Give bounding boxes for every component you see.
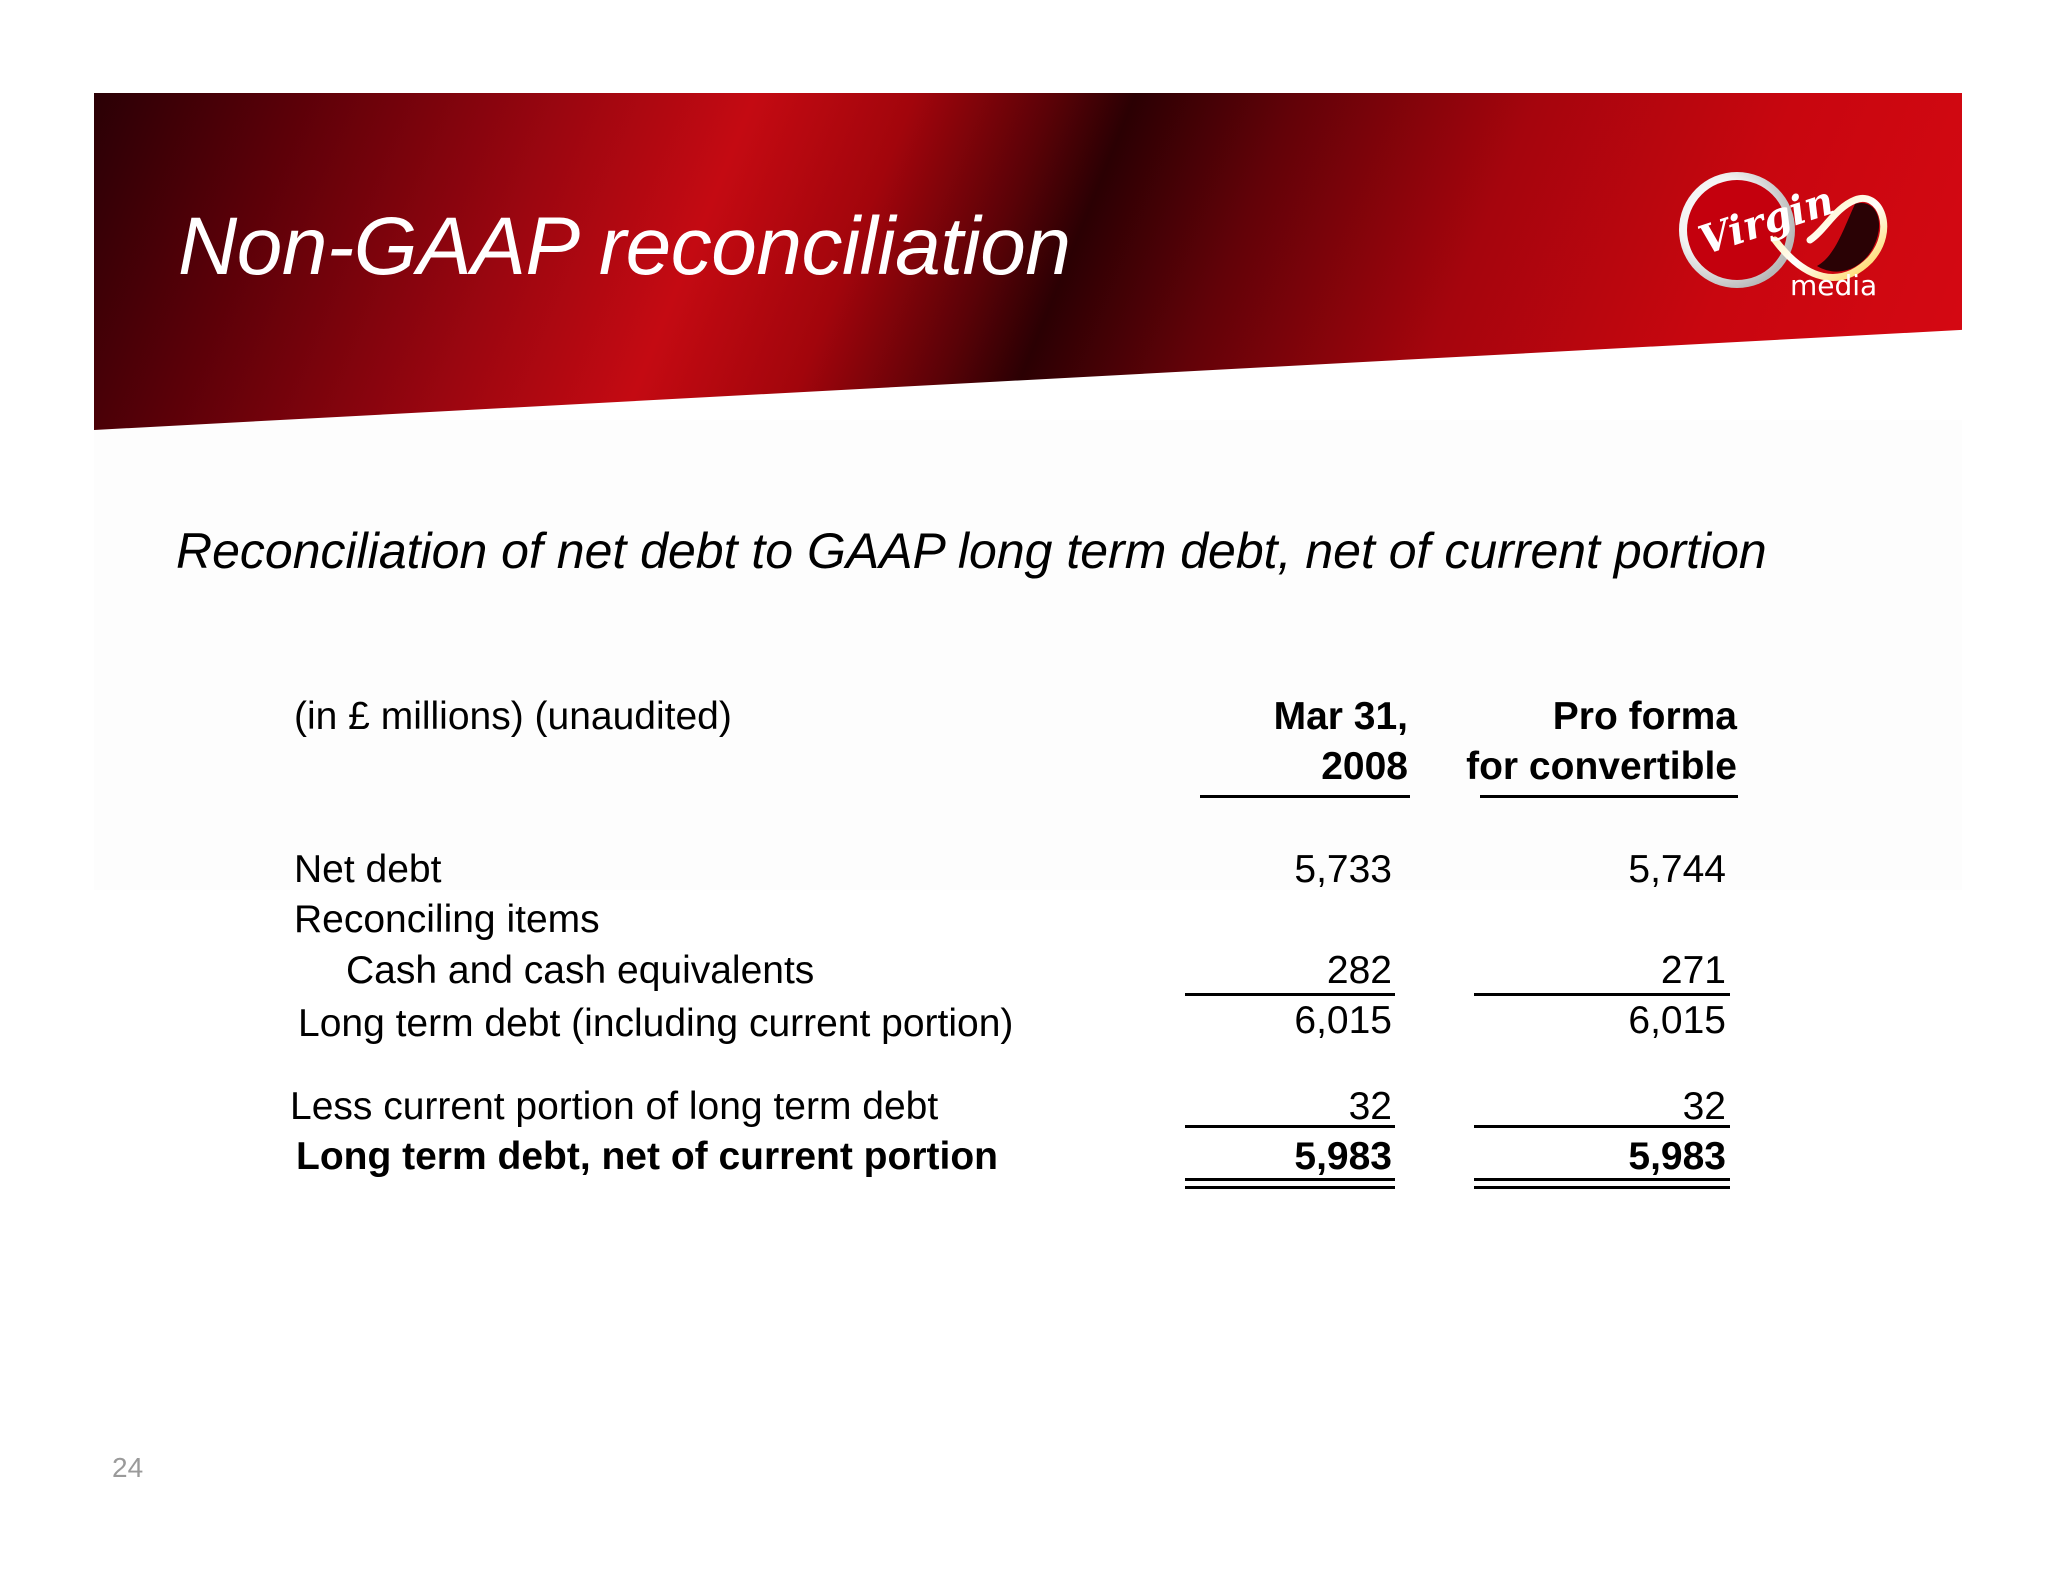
row-label-current-portion: Less current portion of long term debt — [290, 1085, 939, 1128]
cash-rule-2 — [1474, 993, 1730, 996]
row-value-cash-2: 271 — [1660, 949, 1726, 992]
row-label-cash: Cash and cash equivalents — [346, 949, 815, 992]
row-value-long-term-debt-2: 6,015 — [1628, 999, 1726, 1042]
svg-text:media: media — [1790, 269, 1878, 302]
slide-title: Non-GAAP reconciliation — [178, 201, 1071, 292]
row-value-net-debt-1: 5,733 — [1294, 848, 1392, 891]
column-header-2-line1: Pro forma — [1552, 695, 1737, 738]
page-number: 24 — [112, 1452, 144, 1483]
total-double-rule-2b — [1474, 1186, 1730, 1189]
current-portion-rule-1 — [1185, 1125, 1395, 1128]
current-portion-rule-2 — [1474, 1125, 1730, 1128]
svg-text:Virgin: Virgin — [1692, 176, 1840, 265]
row-value-net-long-term-debt-1: 5,983 — [1294, 1135, 1392, 1178]
row-value-long-term-debt-1: 6,015 — [1294, 999, 1392, 1042]
total-double-rule-1a — [1185, 1178, 1395, 1181]
total-double-rule-1b — [1185, 1186, 1395, 1189]
row-label-long-term-debt: Long term debt (including current portion) — [298, 1002, 1014, 1045]
column-header-1-line1: Mar 31, — [1273, 695, 1408, 738]
column-header-1-line2: 2008 — [1321, 745, 1408, 788]
row-label-reconciling-items: Reconciling items — [294, 898, 600, 941]
row-value-current-portion-2: 32 — [1682, 1085, 1726, 1128]
total-double-rule-2a — [1474, 1178, 1730, 1181]
row-value-net-long-term-debt-2: 5,983 — [1628, 1135, 1726, 1178]
row-value-net-debt-2: 5,744 — [1628, 848, 1726, 891]
virgin-media-logo-lettering — [1680, 165, 1890, 305]
row-value-current-portion-1: 32 — [1348, 1085, 1392, 1128]
column-header-2-line2: for convertible — [1466, 745, 1737, 788]
column-header-2-rule — [1480, 795, 1738, 798]
slide-subtitle: Reconciliation of net debt to GAAP long term debt, net of current portion — [176, 523, 1767, 579]
row-label-net-debt: Net debt — [294, 848, 442, 891]
row-label-net-long-term-debt: Long term debt, net of current portion — [296, 1135, 998, 1178]
units-label: (in £ millions) (unaudited) — [294, 695, 732, 738]
column-header-1-rule — [1200, 795, 1410, 798]
row-value-cash-1: 282 — [1326, 949, 1392, 992]
cash-rule-1 — [1185, 993, 1395, 996]
content-panel — [94, 420, 1962, 890]
